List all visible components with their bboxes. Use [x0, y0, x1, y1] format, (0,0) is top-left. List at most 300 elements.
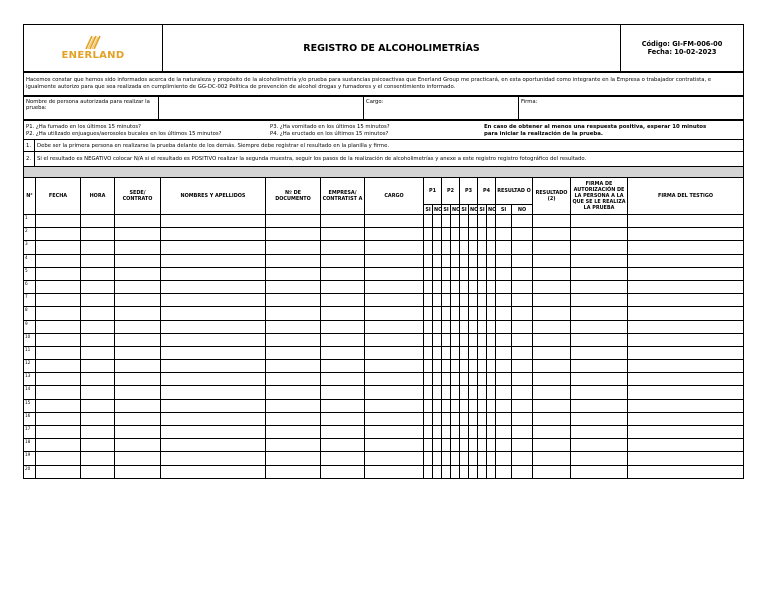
- cell-nombres[interactable]: [161, 267, 266, 280]
- cell-p1-si[interactable]: [424, 307, 433, 320]
- cell-empresa[interactable]: [321, 426, 365, 439]
- cell-nombres[interactable]: [161, 294, 266, 307]
- cell-p3-no[interactable]: [469, 215, 478, 228]
- cell-nombres[interactable]: [161, 307, 266, 320]
- cell-p4-si[interactable]: [478, 465, 487, 478]
- cell-cargo[interactable]: [365, 241, 424, 254]
- cell-authorization-signature[interactable]: [571, 452, 628, 465]
- cell-p2-si[interactable]: [442, 307, 451, 320]
- cell-p2-no[interactable]: [451, 386, 460, 399]
- cell-result-no[interactable]: [512, 333, 533, 346]
- cell-witness-signature[interactable]: [628, 386, 744, 399]
- cell-fecha[interactable]: [36, 294, 81, 307]
- cell-p3-no[interactable]: [469, 294, 478, 307]
- cell-cargo[interactable]: [365, 254, 424, 267]
- cell-sede[interactable]: [115, 228, 161, 241]
- cell-p1-si[interactable]: [424, 465, 433, 478]
- cell-p2-no[interactable]: [451, 228, 460, 241]
- cell-p3-si[interactable]: [460, 386, 469, 399]
- cell-p3-si[interactable]: [460, 426, 469, 439]
- cell-p3-si[interactable]: [460, 307, 469, 320]
- cell-p2-si[interactable]: [442, 412, 451, 425]
- cell-p2-no[interactable]: [451, 373, 460, 386]
- cell-witness-signature[interactable]: [628, 294, 744, 307]
- cell-result2[interactable]: [533, 412, 571, 425]
- cell-result-si[interactable]: [496, 333, 512, 346]
- cell-cargo[interactable]: [365, 452, 424, 465]
- cell-sede[interactable]: [115, 280, 161, 293]
- cell-p3-no[interactable]: [469, 280, 478, 293]
- cell-p1-no[interactable]: [433, 294, 442, 307]
- cell-authorization-signature[interactable]: [571, 465, 628, 478]
- cell-p3-si[interactable]: [460, 439, 469, 452]
- cell-p4-no[interactable]: [487, 254, 496, 267]
- cell-sede[interactable]: [115, 333, 161, 346]
- cell-p3-si[interactable]: [460, 360, 469, 373]
- cell-result-si[interactable]: [496, 360, 512, 373]
- cell-authorization-signature[interactable]: [571, 267, 628, 280]
- cell-result-no[interactable]: [512, 426, 533, 439]
- cell-sede[interactable]: [115, 426, 161, 439]
- cell-p3-no[interactable]: [469, 360, 478, 373]
- cell-p2-si[interactable]: [442, 399, 451, 412]
- cell-p1-no[interactable]: [433, 386, 442, 399]
- cell-witness-signature[interactable]: [628, 373, 744, 386]
- cell-result2[interactable]: [533, 267, 571, 280]
- cell-result-no[interactable]: [512, 307, 533, 320]
- cell-p1-no[interactable]: [433, 452, 442, 465]
- cell-fecha[interactable]: [36, 465, 81, 478]
- cell-result-no[interactable]: [512, 320, 533, 333]
- cell-p2-si[interactable]: [442, 215, 451, 228]
- cell-fecha[interactable]: [36, 333, 81, 346]
- cell-result-no[interactable]: [512, 360, 533, 373]
- cell-p1-si[interactable]: [424, 426, 433, 439]
- cell-p2-no[interactable]: [451, 320, 460, 333]
- cell-empresa[interactable]: [321, 412, 365, 425]
- cell-p2-no[interactable]: [451, 241, 460, 254]
- cell-result-no[interactable]: [512, 241, 533, 254]
- cell-fecha[interactable]: [36, 320, 81, 333]
- cell-p3-si[interactable]: [460, 215, 469, 228]
- cell-p3-si[interactable]: [460, 320, 469, 333]
- cell-cargo[interactable]: [365, 267, 424, 280]
- cell-p2-no[interactable]: [451, 452, 460, 465]
- cell-authorization-signature[interactable]: [571, 426, 628, 439]
- cell-result2[interactable]: [533, 346, 571, 359]
- cell-nombres[interactable]: [161, 426, 266, 439]
- cell-p3-no[interactable]: [469, 333, 478, 346]
- cell-result-si[interactable]: [496, 241, 512, 254]
- cell-p2-no[interactable]: [451, 399, 460, 412]
- cell-p3-si[interactable]: [460, 399, 469, 412]
- cell-empresa[interactable]: [321, 280, 365, 293]
- cell-p4-no[interactable]: [487, 294, 496, 307]
- cell-p2-no[interactable]: [451, 254, 460, 267]
- cell-p4-si[interactable]: [478, 307, 487, 320]
- cell-hora[interactable]: [81, 360, 115, 373]
- cell-p2-si[interactable]: [442, 439, 451, 452]
- cell-p4-si[interactable]: [478, 360, 487, 373]
- cell-p3-no[interactable]: [469, 241, 478, 254]
- cell-result2[interactable]: [533, 439, 571, 452]
- cell-documento[interactable]: [266, 320, 321, 333]
- cell-cargo[interactable]: [365, 280, 424, 293]
- cell-documento[interactable]: [266, 452, 321, 465]
- cell-result-si[interactable]: [496, 346, 512, 359]
- cell-p1-no[interactable]: [433, 241, 442, 254]
- cell-p1-no[interactable]: [433, 346, 442, 359]
- cell-result-si[interactable]: [496, 373, 512, 386]
- cell-cargo[interactable]: [365, 320, 424, 333]
- cell-p2-no[interactable]: [451, 215, 460, 228]
- cell-result2[interactable]: [533, 333, 571, 346]
- cell-p4-no[interactable]: [487, 241, 496, 254]
- cell-p4-no[interactable]: [487, 320, 496, 333]
- cell-documento[interactable]: [266, 346, 321, 359]
- cell-nombres[interactable]: [161, 412, 266, 425]
- cell-p4-si[interactable]: [478, 254, 487, 267]
- cell-authorization-signature[interactable]: [571, 215, 628, 228]
- cell-p1-no[interactable]: [433, 307, 442, 320]
- cell-p2-si[interactable]: [442, 426, 451, 439]
- cell-result2[interactable]: [533, 228, 571, 241]
- cell-hora[interactable]: [81, 373, 115, 386]
- cell-empresa[interactable]: [321, 254, 365, 267]
- signature-field[interactable]: [519, 97, 744, 120]
- cell-fecha[interactable]: [36, 386, 81, 399]
- cell-p4-no[interactable]: [487, 360, 496, 373]
- cell-p2-no[interactable]: [451, 333, 460, 346]
- cell-p1-no[interactable]: [433, 228, 442, 241]
- cell-empresa[interactable]: [321, 386, 365, 399]
- cell-cargo[interactable]: [365, 373, 424, 386]
- cell-p4-si[interactable]: [478, 452, 487, 465]
- cell-p2-si[interactable]: [442, 333, 451, 346]
- cell-empresa[interactable]: [321, 346, 365, 359]
- cell-p1-si[interactable]: [424, 280, 433, 293]
- cell-nombres[interactable]: [161, 452, 266, 465]
- cell-p1-no[interactable]: [433, 426, 442, 439]
- cell-p4-si[interactable]: [478, 373, 487, 386]
- cell-fecha[interactable]: [36, 254, 81, 267]
- cell-p1-si[interactable]: [424, 346, 433, 359]
- cell-authorization-signature[interactable]: [571, 320, 628, 333]
- cell-witness-signature[interactable]: [628, 412, 744, 425]
- cell-result-no[interactable]: [512, 215, 533, 228]
- cell-cargo[interactable]: [365, 412, 424, 425]
- cell-p1-si[interactable]: [424, 241, 433, 254]
- cell-witness-signature[interactable]: [628, 228, 744, 241]
- cell-witness-signature[interactable]: [628, 465, 744, 478]
- cell-p2-no[interactable]: [451, 280, 460, 293]
- cell-witness-signature[interactable]: [628, 360, 744, 373]
- cell-sede[interactable]: [115, 307, 161, 320]
- cell-sede[interactable]: [115, 412, 161, 425]
- cell-p3-si[interactable]: [460, 228, 469, 241]
- cell-hora[interactable]: [81, 241, 115, 254]
- cell-p4-si[interactable]: [478, 412, 487, 425]
- cell-result-no[interactable]: [512, 399, 533, 412]
- cell-p1-si[interactable]: [424, 294, 433, 307]
- cell-documento[interactable]: [266, 215, 321, 228]
- cell-hora[interactable]: [81, 346, 115, 359]
- cell-fecha[interactable]: [36, 360, 81, 373]
- cell-empresa[interactable]: [321, 241, 365, 254]
- cell-authorization-signature[interactable]: [571, 280, 628, 293]
- cell-fecha[interactable]: [36, 215, 81, 228]
- cell-result-si[interactable]: [496, 399, 512, 412]
- cell-sede[interactable]: [115, 254, 161, 267]
- cell-p4-si[interactable]: [478, 399, 487, 412]
- cell-p1-si[interactable]: [424, 360, 433, 373]
- cell-p2-no[interactable]: [451, 360, 460, 373]
- cell-result-si[interactable]: [496, 307, 512, 320]
- cell-documento[interactable]: [266, 399, 321, 412]
- cell-hora[interactable]: [81, 294, 115, 307]
- cell-p2-no[interactable]: [451, 412, 460, 425]
- cell-empresa[interactable]: [321, 294, 365, 307]
- cell-authorization-signature[interactable]: [571, 241, 628, 254]
- cell-result2[interactable]: [533, 254, 571, 267]
- cell-result-no[interactable]: [512, 254, 533, 267]
- cell-cargo[interactable]: [365, 215, 424, 228]
- cell-sede[interactable]: [115, 241, 161, 254]
- cell-p4-si[interactable]: [478, 426, 487, 439]
- cell-authorization-signature[interactable]: [571, 294, 628, 307]
- cell-p2-si[interactable]: [442, 254, 451, 267]
- cell-hora[interactable]: [81, 254, 115, 267]
- cell-witness-signature[interactable]: [628, 333, 744, 346]
- cell-p4-si[interactable]: [478, 215, 487, 228]
- cell-documento[interactable]: [266, 280, 321, 293]
- cell-p3-si[interactable]: [460, 412, 469, 425]
- cell-p3-no[interactable]: [469, 439, 478, 452]
- cell-p2-si[interactable]: [442, 465, 451, 478]
- cell-p2-no[interactable]: [451, 465, 460, 478]
- cell-fecha[interactable]: [36, 228, 81, 241]
- cell-p2-no[interactable]: [451, 267, 460, 280]
- cell-nombres[interactable]: [161, 439, 266, 452]
- cell-p2-no[interactable]: [451, 294, 460, 307]
- cell-witness-signature[interactable]: [628, 280, 744, 293]
- cell-empresa[interactable]: [321, 452, 365, 465]
- cell-p4-no[interactable]: [487, 452, 496, 465]
- cell-authorization-signature[interactable]: [571, 386, 628, 399]
- cell-p4-no[interactable]: [487, 228, 496, 241]
- cell-witness-signature[interactable]: [628, 399, 744, 412]
- cell-nombres[interactable]: [161, 320, 266, 333]
- cell-result2[interactable]: [533, 280, 571, 293]
- cell-cargo[interactable]: [365, 399, 424, 412]
- cell-cargo[interactable]: [365, 360, 424, 373]
- cell-nombres[interactable]: [161, 333, 266, 346]
- cell-authorization-signature[interactable]: [571, 412, 628, 425]
- cell-p4-si[interactable]: [478, 294, 487, 307]
- cell-result-no[interactable]: [512, 465, 533, 478]
- cell-cargo[interactable]: [365, 465, 424, 478]
- cell-result-no[interactable]: [512, 412, 533, 425]
- cell-cargo[interactable]: [365, 228, 424, 241]
- cell-p1-si[interactable]: [424, 412, 433, 425]
- cell-empresa[interactable]: [321, 373, 365, 386]
- cell-cargo[interactable]: [365, 307, 424, 320]
- cell-p4-si[interactable]: [478, 439, 487, 452]
- cell-result-no[interactable]: [512, 346, 533, 359]
- cell-cargo[interactable]: [365, 333, 424, 346]
- cell-sede[interactable]: [115, 215, 161, 228]
- cell-result-si[interactable]: [496, 267, 512, 280]
- cell-hora[interactable]: [81, 452, 115, 465]
- cell-result-no[interactable]: [512, 294, 533, 307]
- cell-hora[interactable]: [81, 426, 115, 439]
- cell-p2-si[interactable]: [442, 228, 451, 241]
- cell-p1-no[interactable]: [433, 360, 442, 373]
- cell-p2-no[interactable]: [451, 426, 460, 439]
- cell-result-si[interactable]: [496, 228, 512, 241]
- cell-documento[interactable]: [266, 386, 321, 399]
- cell-result2[interactable]: [533, 452, 571, 465]
- cell-result-no[interactable]: [512, 228, 533, 241]
- authorized-person-field[interactable]: [159, 97, 364, 120]
- cell-result-si[interactable]: [496, 215, 512, 228]
- cell-result-si[interactable]: [496, 452, 512, 465]
- cell-fecha[interactable]: [36, 267, 81, 280]
- cell-p1-no[interactable]: [433, 320, 442, 333]
- cell-p3-si[interactable]: [460, 346, 469, 359]
- cell-p3-no[interactable]: [469, 426, 478, 439]
- cell-documento[interactable]: [266, 254, 321, 267]
- cell-p1-no[interactable]: [433, 267, 442, 280]
- cell-fecha[interactable]: [36, 412, 81, 425]
- cell-empresa[interactable]: [321, 360, 365, 373]
- cell-sede[interactable]: [115, 399, 161, 412]
- cell-p1-no[interactable]: [433, 280, 442, 293]
- cell-p3-no[interactable]: [469, 320, 478, 333]
- cell-fecha[interactable]: [36, 307, 81, 320]
- cell-empresa[interactable]: [321, 465, 365, 478]
- cell-hora[interactable]: [81, 399, 115, 412]
- cell-authorization-signature[interactable]: [571, 346, 628, 359]
- cell-empresa[interactable]: [321, 333, 365, 346]
- cell-documento[interactable]: [266, 294, 321, 307]
- cell-cargo[interactable]: [365, 386, 424, 399]
- cell-result-si[interactable]: [496, 280, 512, 293]
- cell-hora[interactable]: [81, 215, 115, 228]
- role-field[interactable]: [364, 97, 519, 120]
- cell-p1-no[interactable]: [433, 412, 442, 425]
- cell-nombres[interactable]: [161, 386, 266, 399]
- cell-p1-no[interactable]: [433, 254, 442, 267]
- cell-result2[interactable]: [533, 307, 571, 320]
- cell-p1-si[interactable]: [424, 215, 433, 228]
- cell-authorization-signature[interactable]: [571, 373, 628, 386]
- cell-documento[interactable]: [266, 426, 321, 439]
- cell-nombres[interactable]: [161, 254, 266, 267]
- cell-nombres[interactable]: [161, 399, 266, 412]
- cell-fecha[interactable]: [36, 373, 81, 386]
- cell-result2[interactable]: [533, 294, 571, 307]
- cell-p4-no[interactable]: [487, 386, 496, 399]
- cell-documento[interactable]: [266, 439, 321, 452]
- cell-witness-signature[interactable]: [628, 267, 744, 280]
- cell-result-si[interactable]: [496, 320, 512, 333]
- cell-nombres[interactable]: [161, 373, 266, 386]
- cell-p4-si[interactable]: [478, 333, 487, 346]
- cell-p1-si[interactable]: [424, 452, 433, 465]
- cell-p3-no[interactable]: [469, 412, 478, 425]
- cell-p4-si[interactable]: [478, 228, 487, 241]
- cell-p4-no[interactable]: [487, 215, 496, 228]
- cell-result-si[interactable]: [496, 254, 512, 267]
- cell-p3-si[interactable]: [460, 267, 469, 280]
- cell-fecha[interactable]: [36, 452, 81, 465]
- cell-result2[interactable]: [533, 215, 571, 228]
- cell-result2[interactable]: [533, 360, 571, 373]
- cell-cargo[interactable]: [365, 294, 424, 307]
- cell-sede[interactable]: [115, 465, 161, 478]
- cell-hora[interactable]: [81, 267, 115, 280]
- cell-hora[interactable]: [81, 320, 115, 333]
- cell-p1-no[interactable]: [433, 439, 442, 452]
- cell-fecha[interactable]: [36, 399, 81, 412]
- cell-result-no[interactable]: [512, 386, 533, 399]
- cell-sede[interactable]: [115, 346, 161, 359]
- cell-result-si[interactable]: [496, 294, 512, 307]
- cell-p3-no[interactable]: [469, 254, 478, 267]
- cell-hora[interactable]: [81, 228, 115, 241]
- cell-authorization-signature[interactable]: [571, 360, 628, 373]
- cell-result-no[interactable]: [512, 452, 533, 465]
- cell-fecha[interactable]: [36, 439, 81, 452]
- cell-authorization-signature[interactable]: [571, 399, 628, 412]
- cell-p2-si[interactable]: [442, 452, 451, 465]
- cell-hora[interactable]: [81, 386, 115, 399]
- cell-cargo[interactable]: [365, 346, 424, 359]
- cell-nombres[interactable]: [161, 215, 266, 228]
- cell-p2-no[interactable]: [451, 346, 460, 359]
- cell-p3-si[interactable]: [460, 452, 469, 465]
- cell-hora[interactable]: [81, 280, 115, 293]
- cell-witness-signature[interactable]: [628, 320, 744, 333]
- cell-p3-si[interactable]: [460, 465, 469, 478]
- cell-result2[interactable]: [533, 426, 571, 439]
- cell-fecha[interactable]: [36, 280, 81, 293]
- cell-witness-signature[interactable]: [628, 452, 744, 465]
- cell-p1-si[interactable]: [424, 228, 433, 241]
- cell-result-no[interactable]: [512, 267, 533, 280]
- cell-result2[interactable]: [533, 320, 571, 333]
- cell-p3-si[interactable]: [460, 294, 469, 307]
- cell-hora[interactable]: [81, 307, 115, 320]
- cell-p2-si[interactable]: [442, 360, 451, 373]
- cell-p1-si[interactable]: [424, 333, 433, 346]
- cell-hora[interactable]: [81, 439, 115, 452]
- cell-documento[interactable]: [266, 465, 321, 478]
- cell-empresa[interactable]: [321, 399, 365, 412]
- cell-documento[interactable]: [266, 373, 321, 386]
- cell-fecha[interactable]: [36, 426, 81, 439]
- cell-result-si[interactable]: [496, 465, 512, 478]
- cell-nombres[interactable]: [161, 280, 266, 293]
- cell-witness-signature[interactable]: [628, 241, 744, 254]
- cell-p4-no[interactable]: [487, 412, 496, 425]
- cell-cargo[interactable]: [365, 439, 424, 452]
- cell-sede[interactable]: [115, 452, 161, 465]
- cell-witness-signature[interactable]: [628, 426, 744, 439]
- cell-documento[interactable]: [266, 241, 321, 254]
- cell-nombres[interactable]: [161, 360, 266, 373]
